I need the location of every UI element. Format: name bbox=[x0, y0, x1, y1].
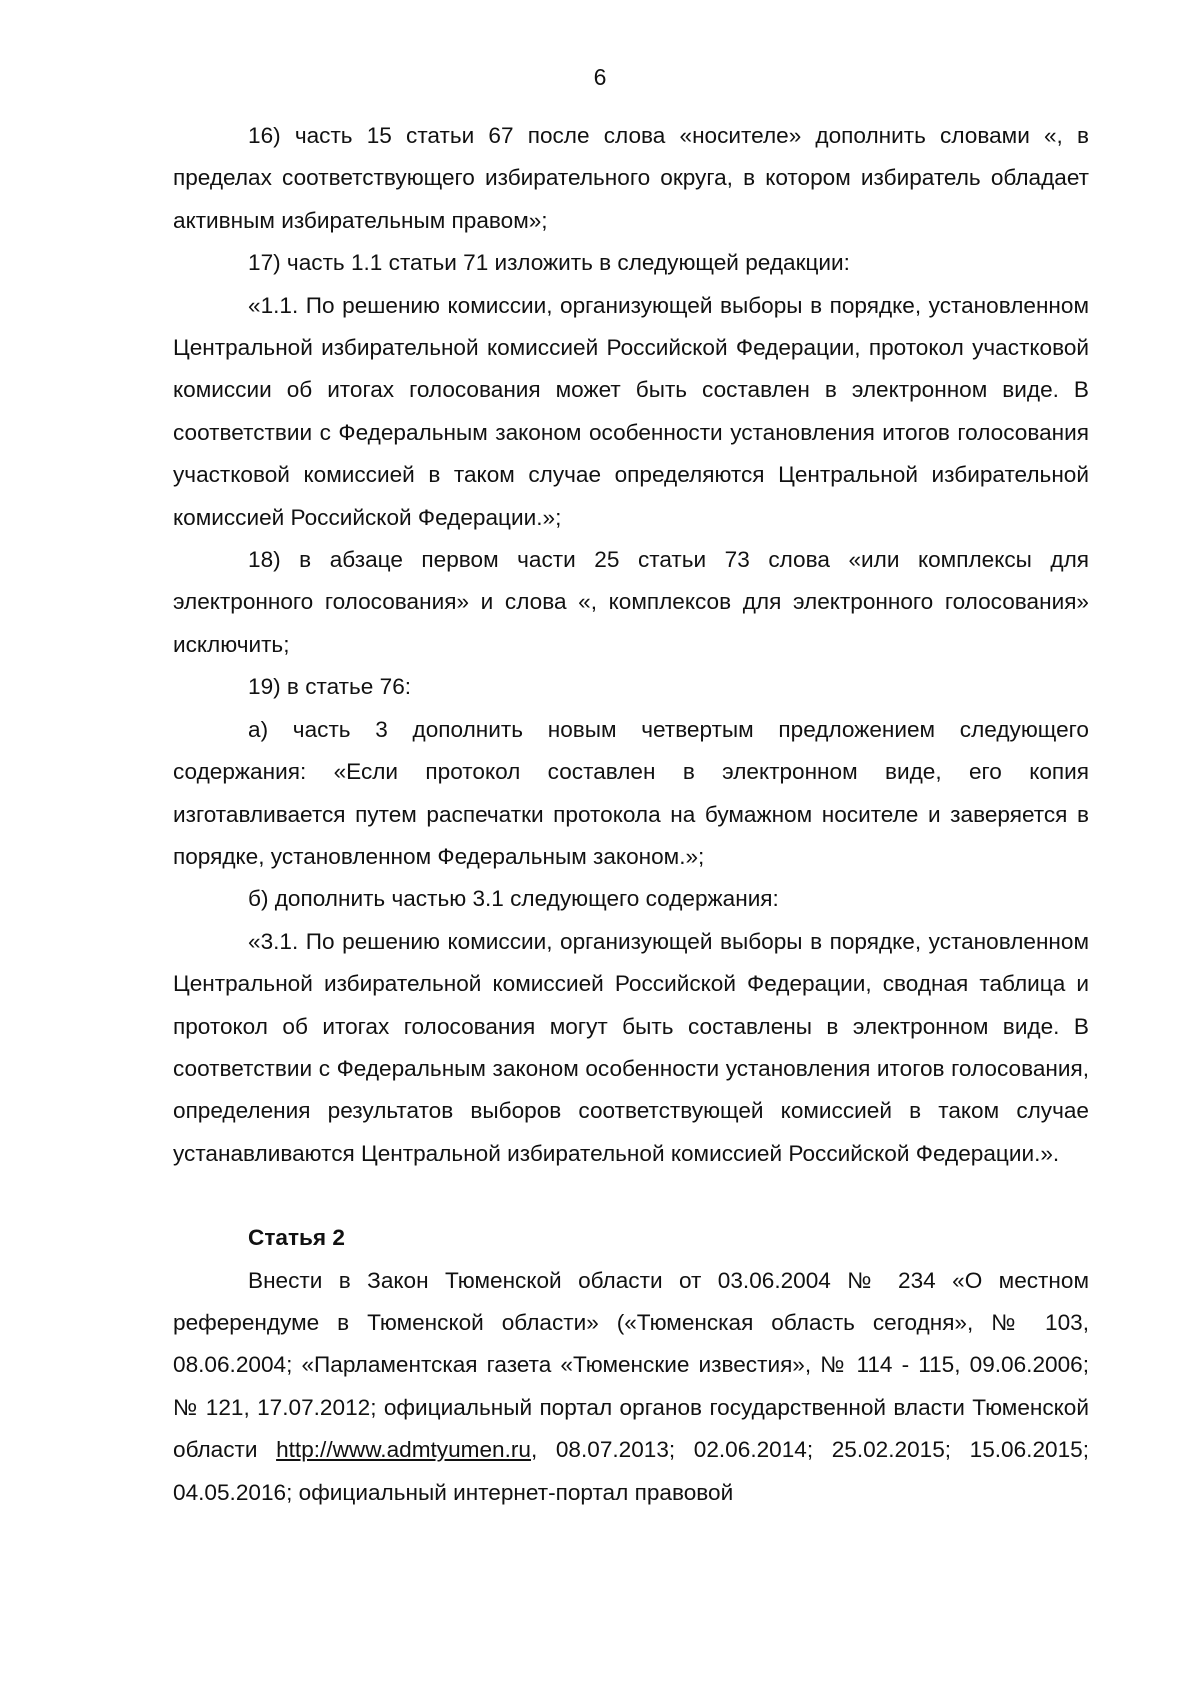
paragraph-17: 17) часть 1.1 статьи 71 изложить в следующей редакции: bbox=[248, 250, 850, 276]
admtyumen-link[interactable]: http://www.admtyumen.ru bbox=[276, 1437, 531, 1463]
paragraph-17-text: «1.1. По решению комиссии, организующей выборы в порядке, установленном Центральной избирательной комиссией Российской Федерации, протокол участковой комиссии об итогах голосования может быть составлен в электронном виде. В соответствии с Федеральным законом особенности установления итогов голосования участковой комиссией в таком случае определяются Центральной избирательной комиссией Российской Федерации.»; bbox=[173, 292, 1089, 530]
article-2-text-before-link: Внести в Закон Тюменской области от 03.06.2004 № 234 «О местном референдуме в Тюменской области» («Тюменская область сегодня», № 103, 08.06.2004; «Парламентская газета «Тюменские известия», № 114 - 115, 09.06.2006; № 121, 17.07.2012; официальный портал органов государственной власти Тюменской области bbox=[173, 1267, 1089, 1463]
paragraph-19a: а) часть 3 дополнить новым четвертым предложением следующего содержания: «Если протокол составлен в электронном виде, его копия изготавливается путем распечатки протокола на бумажном носителе и заверяется в порядке, установленном Федеральным законом.»; bbox=[173, 716, 1089, 869]
document-body bbox=[173, 115, 1089, 1514]
paragraph-16: 16) часть 15 статьи 67 после слова «носителе» дополнить словами «, в пределах соответствующего избирательного округа, в котором избиратель обладает активным избирательным правом»; bbox=[173, 123, 1089, 233]
page-number: 6 bbox=[593, 64, 607, 90]
paragraph-19b: б) дополнить частью 3.1 следующего содержания: bbox=[248, 886, 779, 912]
article-2-heading: Статья 2 bbox=[248, 1225, 345, 1251]
paragraph-19b-text: «3.1. По решению комиссии, организующей выборы в порядке, установленном Центральной избирательной комиссией Российской Федерации, сводная таблица и протокол об итогах голосования могут быть составлены в электронном виде. В соответствии с Федеральным законом особенности установления итогов голосования, определения результатов выборов соответствующей комиссией в таком случае устанавливаются Центральной избирательной комиссией Российской Федерации.». bbox=[173, 928, 1089, 1166]
paragraph-19: 19) в статье 76: bbox=[248, 674, 412, 700]
paragraph-18: 18) в абзаце первом части 25 статьи 73 слова «или комплексы для электронного голосования» и слова «, комплексов для электронного голосования» исключить; bbox=[173, 547, 1089, 657]
article-2-text-after-link: , 08.07.2013; 02.06.2014; 25.02.2015; 15.06.2015; 04.05.2016; официальный интернет-портал правовой bbox=[173, 1437, 1089, 1505]
section-spacer bbox=[173, 1175, 1089, 1217]
article-2-paragraph bbox=[173, 1260, 1089, 1514]
